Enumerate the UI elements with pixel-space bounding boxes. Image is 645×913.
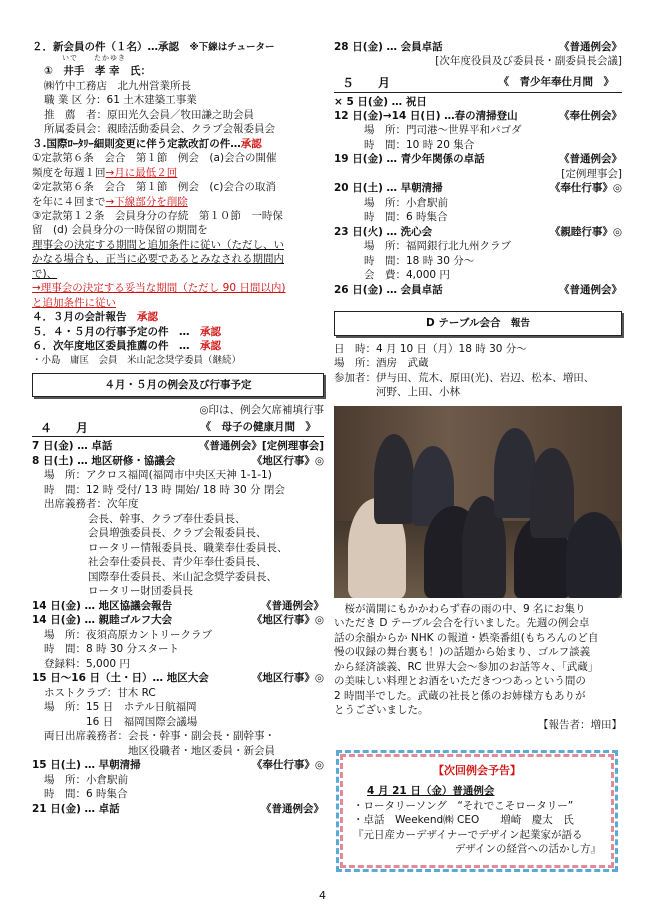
notice-song: ・ロータリーソング “それでこそロータリー” <box>353 799 574 812</box>
event-detail-line: 時 間：6 時集合 <box>364 211 448 224</box>
approve-label: 承認 <box>200 340 221 353</box>
event-label: 7 日(金) … 卓話 <box>32 440 113 453</box>
event-type: 《奉仕例会》 <box>559 110 622 122</box>
bylaw-line: かなる場合も、正当に必要であるとみなされる期間内 <box>32 253 284 266</box>
event-detail-line: 会 費：4,000 円 <box>364 269 450 282</box>
youth-talk-19 <box>334 152 622 166</box>
april-event-row <box>32 613 324 627</box>
district-training-attendees <box>32 512 324 599</box>
member-detail-line: 職 業 区 分：61 土木建築工事業 <box>44 94 197 107</box>
april-event-row <box>32 599 324 613</box>
schedule-heading: ４月・５月の例会及び行事予定 <box>32 373 324 397</box>
april-header <box>32 420 324 438</box>
event-detail-line: 16 日 福岡国際会議場 <box>44 715 198 728</box>
schedule-note: ◎印は、例会欠席補填行事 <box>199 404 324 417</box>
notice-title: 【次回例会予告】 <box>433 764 521 777</box>
cleaning-15 <box>32 758 324 772</box>
bylaw-line: ②定款第６条 会合 第１節 例会 (c)会合の取消 <box>32 181 276 194</box>
youth-talk-sub: [定例理事会] <box>561 167 622 180</box>
agenda-title: ３.国際ﾛｰﾀﾘｰ細則変更に伴う定款改訂の件… <box>32 137 241 150</box>
climb-details <box>334 123 622 152</box>
event-type: 《地区行事》◎ <box>251 672 324 685</box>
page-number: 4 <box>319 889 326 902</box>
event-detail-line: 場 所：小倉駅前 <box>364 196 448 209</box>
event-type: 《地区行事》◎ <box>251 614 324 627</box>
approve-label: 承認 <box>240 137 262 150</box>
event-type: 《奉仕行事》◎ <box>549 182 622 195</box>
bylaw-line: 留 (d) 会員身分の一時保留の期間を <box>32 224 208 237</box>
agenda-item-4 <box>32 310 324 324</box>
right-column <box>334 40 622 732</box>
event-detail-line: 時 間：6 時集合 <box>44 788 128 801</box>
bylaw-line: ①定款第６条 会合 第１節 例会 (a)会合の開催 <box>32 152 277 165</box>
district-conference <box>32 671 324 685</box>
event-label: 14 日(金) … 地区協議会報告 <box>32 599 173 612</box>
event-type: 《普通例会》 <box>261 802 324 815</box>
event-label: 19 日(金) … 青少年関係の卓話 <box>334 153 485 166</box>
event-detail-line: 登録料：5,000 円 <box>44 657 130 670</box>
agenda-title: ５．４・５月の行事予定の件 … <box>32 325 190 338</box>
reporter: 【報告者：増田】 <box>538 718 622 731</box>
agenda-item-5 <box>32 325 324 339</box>
committee-nominee: ・小島 庸匡 会員 米山記念奨学委員（継続） <box>32 354 242 366</box>
cleaning-20-details <box>334 196 622 225</box>
report-line: とうございました。 <box>334 704 429 717</box>
event-detail-line: 場 所：小倉駅前 <box>44 773 128 786</box>
golf-details <box>32 628 324 671</box>
event-type: 《親睦行事》◎ <box>549 225 622 238</box>
report-line: 2 時間半でした。武蔵の社長と係のお姉様方もありが <box>334 689 586 702</box>
april-event-row <box>32 439 324 453</box>
photo-person <box>530 448 574 538</box>
event-type: 《普通例会》 <box>559 153 622 166</box>
report-line: 慢の収録の舞台裏も！)の話題から始まり、ゴルフ談義 <box>334 646 591 659</box>
event-label: 26 日(金) … 会員卓話 <box>334 283 443 296</box>
approve-label: 承認 <box>137 311 158 324</box>
changed-text: →月に最低２回 <box>105 166 178 179</box>
approve-label: 承認 <box>200 325 221 338</box>
may-event-row <box>334 95 622 109</box>
event-detail-line: 時 間：8 時 30 分スタート <box>44 643 180 656</box>
event-detail-line: 出席義務者：次年度 <box>44 498 139 511</box>
bylaw-line: →理事会の決定する妥当な期間（ただし 90 日間以内) <box>32 282 286 295</box>
event-type: 《普通例会》 <box>559 41 622 53</box>
month-theme: 《 母子の健康月間 》 <box>200 420 316 433</box>
event-detail-line: 場 所：門司港〜世界平和パゴダ <box>364 124 522 137</box>
photo-person <box>566 512 622 598</box>
d-table-details <box>334 342 622 400</box>
d-table-line: 場 所：酒房 武蔵 <box>334 357 429 370</box>
changed-text: →下線部分を削除 <box>105 195 188 208</box>
talk-28-sub: [次年度役員及び委員長・副委員長会議] <box>435 55 622 68</box>
fellowship-23-details <box>334 239 622 282</box>
photo-person <box>374 434 414 524</box>
conference-details <box>32 686 324 758</box>
agenda-item-2 <box>32 40 324 54</box>
attendee-line: ロータリー財団委員長 <box>88 585 193 598</box>
bylaw-changes <box>32 151 324 310</box>
event-label: 20 日(土) … 早朝清掃 <box>334 182 443 195</box>
event-type: 《地区行事》◎ <box>251 454 324 467</box>
cleaning-15-details <box>32 773 324 802</box>
month-label: ４ 月 <box>40 420 95 435</box>
notice-topic: 『元日産カーデザイナーでデザイン起業家が語る <box>353 828 583 841</box>
attendee-line: 会長、幹事、クラブ奉仕委員長、 <box>88 512 246 525</box>
event-detail-line: 時 間：12 時 受付/ 13 時 開始/ 18 時 30 分 閉会 <box>44 483 285 496</box>
notice-speaker: ・卓話 Weekend㈱ CEO 増崎 慶太 氏 <box>353 814 574 827</box>
member-detail-line: 所属委員会：親睦活動委員会、クラブ会報委員会 <box>44 123 275 136</box>
event-label: 15 日〜16 日（土・日）… 地区大会 <box>32 672 209 685</box>
event-detail-line: ホストクラブ：甘木 RC <box>44 686 156 699</box>
event-detail-line: 場 所：15 日 ホテル日航福岡 <box>44 701 197 714</box>
name-ruby: いで たかゆき <box>62 54 126 63</box>
event-label: 21 日(金) … 卓話 <box>32 802 120 815</box>
district-training-details <box>32 468 324 511</box>
next-meeting-notice <box>336 750 618 872</box>
event-type: 《奉仕行事》◎ <box>251 759 324 772</box>
april-events-2 <box>32 599 324 628</box>
talk-21 <box>32 802 324 816</box>
bylaw-line: と追加条件に従い <box>32 296 116 309</box>
agenda-title: ２．新会員の件（１名）…承認 <box>32 41 179 53</box>
may-events <box>334 95 622 124</box>
d-table-report <box>334 602 622 718</box>
attendee-line: 社会奉仕委員長、青少年奉仕委員長、 <box>88 556 267 569</box>
event-detail-line: 場 所：福岡銀行北九州クラブ <box>364 240 511 253</box>
fellowship-23 <box>334 225 622 239</box>
attendee-line: ロータリー情報委員長、職業奉仕委員長、 <box>88 541 288 554</box>
talk-28 <box>334 40 622 54</box>
event-detail-line: 時 間：10 時 20 集合 <box>364 138 475 151</box>
attendee-line: 国際奉仕委員長、米山記念奨学委員長、 <box>88 570 277 583</box>
d-table-line: 河野、上田、小林 <box>334 386 460 399</box>
d-table-heading <box>334 311 622 335</box>
event-label: 23 日(火) … 洗心会 <box>334 225 433 238</box>
report-line: 話の余韻からか NHK の報道・娯楽番組(もちろんのど自 <box>334 631 599 644</box>
event-label: 15 日(土) … 早朝清掃 <box>32 759 141 772</box>
group-photo <box>334 406 622 598</box>
april-event-row <box>32 454 324 468</box>
month-label: ５ 月 <box>342 75 397 90</box>
new-member-name: ① 井手 孝 幸 氏： <box>44 65 152 78</box>
d-table-sub: 報告 <box>510 318 530 330</box>
event-label: × 5 日(金) … 祝日 <box>334 95 427 108</box>
d-table-line: 参加者：伊与田、荒木、原田(光)、岩辺、松本、増田、 <box>334 371 595 384</box>
member-detail-line: 推 薦 者：原田光久会員／牧田謙之助会員 <box>44 108 254 121</box>
bylaw-line: を年に４回まで→下線部分を削除 <box>32 195 188 208</box>
event-detail-line: 両日出席義務者：会長・幹事・副会長・副幹事・ <box>44 730 275 743</box>
notice-topic-cont: デザインの経営への活かし方』 <box>454 843 601 856</box>
event-type: 《普通例会》[定例理事会] <box>198 440 324 453</box>
month-theme: 《 青少年奉仕月間 》 <box>498 75 614 88</box>
april-events <box>32 439 324 468</box>
bylaw-line: ③定款第１２条 会員身分の存続 第１０節 一時保 <box>32 209 283 222</box>
new-member-details <box>32 79 324 137</box>
event-label: 8 日(土) … 地区研修・協議会 <box>32 454 176 467</box>
bylaw-line: 理事会の決定する期間と追加条件に従い（ただし、い <box>32 238 284 251</box>
left-column <box>32 40 324 816</box>
event-label: 14 日(金) … 親睦ゴルフ大会 <box>32 614 173 627</box>
agenda-title: ４．３月の会計報告 <box>32 311 127 324</box>
talk-26 <box>334 283 622 297</box>
event-detail-line: 地区役職者・地区委員・新会員 <box>44 744 275 757</box>
event-type: 《普通例会》 <box>559 283 622 296</box>
notice-date: 4 月 21 日（金）普通例会 <box>367 785 495 798</box>
agenda-item-3 <box>32 137 324 151</box>
report-line: の美味しい料理とお酒をいただきつつあっという間の <box>334 675 586 688</box>
d-table-line: 日 時：4 月 10 日（月）18 時 30 分〜 <box>334 342 527 355</box>
may-event-row <box>334 109 622 123</box>
d-table-title: D テーブル会合 <box>426 317 501 330</box>
agenda-title: ６．次年度地区委員推薦の件 … <box>32 340 190 353</box>
member-detail-line: ㈱竹中工務店 北九州営業所長 <box>44 79 191 92</box>
tutor-note: ※下線はチューター <box>189 42 275 53</box>
event-detail-line: 時 間：18 時 30 分〜 <box>364 254 475 267</box>
report-line: いただき D テーブル会合を行いました。先週の例会卓 <box>334 617 590 630</box>
bylaw-line: で)、 <box>32 267 58 280</box>
cleaning-20 <box>334 181 622 195</box>
may-header <box>334 75 622 93</box>
event-type: 《普通例会》 <box>261 599 324 612</box>
report-line: 桜が満開にもかかわらず春の雨の中、9 名にお集り <box>334 602 586 615</box>
report-line: から経済談義、RC 世界大会〜参加のお話等々、｢武蔵｣ <box>334 660 593 673</box>
attendee-line: 会員増強委員長、クラブ会報委員長、 <box>88 527 267 540</box>
event-detail-line: 場 所：アクロス福岡(福岡市中央区天神 1-1-1) <box>44 469 272 482</box>
agenda-item-6 <box>32 339 324 353</box>
event-label: 28 日(金) … 会員卓話 <box>334 41 443 53</box>
bylaw-line: 頻度を毎週１回→月に最低２回 <box>32 166 178 179</box>
event-detail-line: 場 所：夜須高原カントリークラブ <box>44 628 212 641</box>
event-label: 12 日(金)→14 日(日) …春の清掃登山 <box>334 110 518 122</box>
